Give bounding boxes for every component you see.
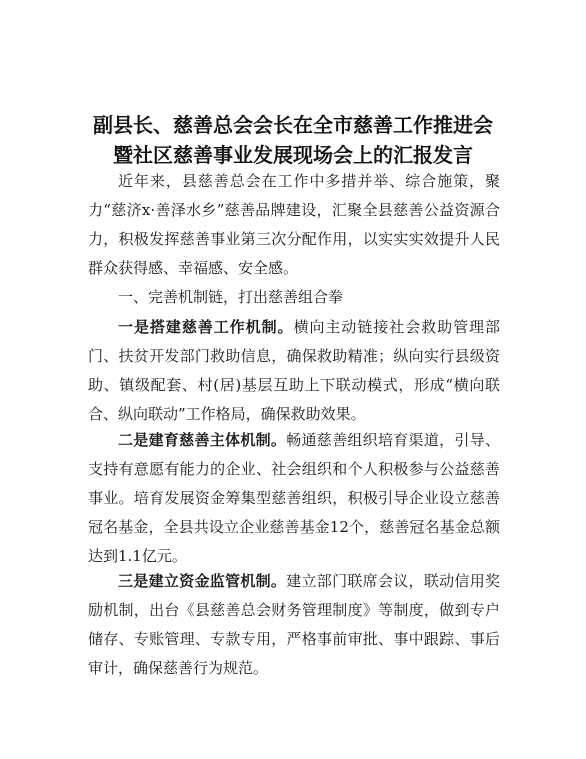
document-title-line-2: 暨社区慈善事业发展现场会上的汇报发言 bbox=[113, 143, 473, 167]
item-1-body: 横向主动链接社会救助管理部门、扶贫开发部门救助信息，确保救助精准；纵向实行县级资助、镇级配套、村(居)基层互助上下联动模式，形成“横向联合、纵向联动”工作格局，确保救助效果。 bbox=[88, 318, 500, 423]
item-2-text bbox=[88, 426, 500, 571]
intro-text: 近年来，县慈善总会在工作中多措并举、综合施策，聚力“慈济x·善泽水乡”慈善品牌建设，汇聚全县慈善公益资源合力，积极发挥慈善事业第三次分配作用，以实实实效提升人民群众获得感、幸福感、安全感。 bbox=[88, 172, 500, 277]
item-1-text bbox=[88, 313, 500, 429]
item-paragraph-3 bbox=[88, 567, 500, 683]
intro-paragraph bbox=[88, 167, 500, 283]
item-2-lead: 二是建育慈善主体机制。 bbox=[118, 431, 287, 449]
item-3-body: 建立部门联席会议，联动信用奖励机制，出台《县慈善总会财务管理制度》等制度，做到专户储存、专账管理、专款专用，严格事前审批、事中跟踪、事后审计，确保慈善行为规范。 bbox=[88, 572, 500, 677]
item-3-lead: 三是建立资金监管机制。 bbox=[118, 572, 287, 590]
item-3-text bbox=[88, 567, 500, 683]
item-1-lead: 一是搭建慈善工作机制。 bbox=[118, 318, 294, 336]
section-heading bbox=[88, 283, 500, 312]
item-paragraph-1 bbox=[88, 313, 500, 429]
section-heading-text: 一、完善机制链，打出慈善组合拳 bbox=[118, 288, 344, 306]
item-2-body: 畅通慈善组织培育渠道，引导、支持有意愿有能力的企业、社会组织和个人积极参与公益慈善事业。培育发展资金筹集型慈善组织，积极引导企业设立慈善冠名基金，全县共设立企业慈善基金12个，慈善冠名基金总额达到1.1亿元。 bbox=[88, 431, 500, 565]
item-paragraph-2 bbox=[88, 426, 500, 571]
document-title-line-1: 副县长、慈善总会会长在全市慈善工作推进会 bbox=[93, 113, 493, 137]
